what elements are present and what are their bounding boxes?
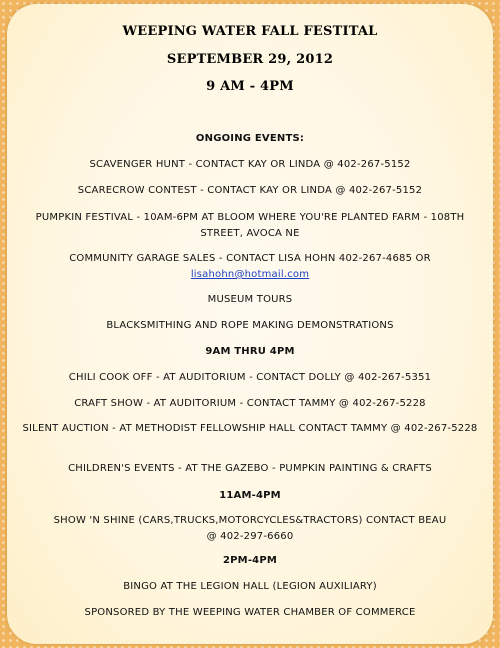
event-blacksmithing: BLACKSMITHING AND ROPE MAKING DEMONSTRATIONS [106,320,394,331]
event-pumpkin-festival: PUMPKIN FESTIVAL - 10AM-6PM AT BLOOM WHERE YOU'RE PLANTED FARM - 108TH STREET, AVOCA NE [35,212,465,239]
event-show-n-shine: SHOW 'N SHINE (CARS,TRUCKS,MOTORCYCLES&TRACTORS) CONTACT BEAU @ 402-297-6660 [53,515,447,542]
event-silent-auction: SILENT AUCTION - AT METHODIST FELLOWSHIP HALL CONTACT TAMMY @ 402-267-5228 [22,423,478,434]
event-scavenger-hunt: SCAVENGER HUNT - CONTACT KAY OR LINDA @ 402-267-5152 [89,159,411,170]
event-garage-sales [25,251,475,283]
event-scarecrow-contest: SCARECROW CONTEST - CONTACT KAY OR LINDA @ 402-267-5152 [77,185,423,196]
section-heading-9am-4pm: 9AM THRU 4PM [205,346,295,357]
garage-sales-email-link[interactable]: lisahohn@hotmail.com [190,269,310,280]
ongoing-events-heading: ONGOING EVENTS: [195,133,305,144]
section-heading-11am-4pm: 11AM-4PM [219,490,281,501]
garage-sales-text: COMMUNITY GARAGE SALES - CONTACT LISA HOHN 402-267-4685 OR [69,253,431,264]
section-heading-2pm-4pm: 2PM-4PM [222,555,278,566]
event-chili-cook-off: CHILI COOK OFF - AT AUDITORIUM - CONTACT DOLLY @ 402-267-5351 [68,372,432,383]
festival-date: SEPTEMBER 29, 2012 [166,52,334,67]
event-craft-show: CRAFT SHOW - AT AUDITORIUM - CONTACT TAMMY @ 402-267-5228 [74,398,426,409]
event-museum-tours: MUSEUM TOURS [207,294,293,305]
festival-hours: 9 AM - 4PM [206,79,294,94]
festival-title: WEEPING WATER FALL FESTITAL [122,24,378,39]
sponsor-line: SPONSORED BY THE WEEPING WATER CHAMBER OF COMMERCE [84,607,416,618]
event-bingo: BINGO AT THE LEGION HALL (LEGION AUXILIARY) [123,581,377,592]
event-childrens-events: CHILDREN'S EVENTS - AT THE GAZEBO - PUMPKIN PAINTING & CRAFTS [68,463,432,474]
flyer [7,4,493,644]
